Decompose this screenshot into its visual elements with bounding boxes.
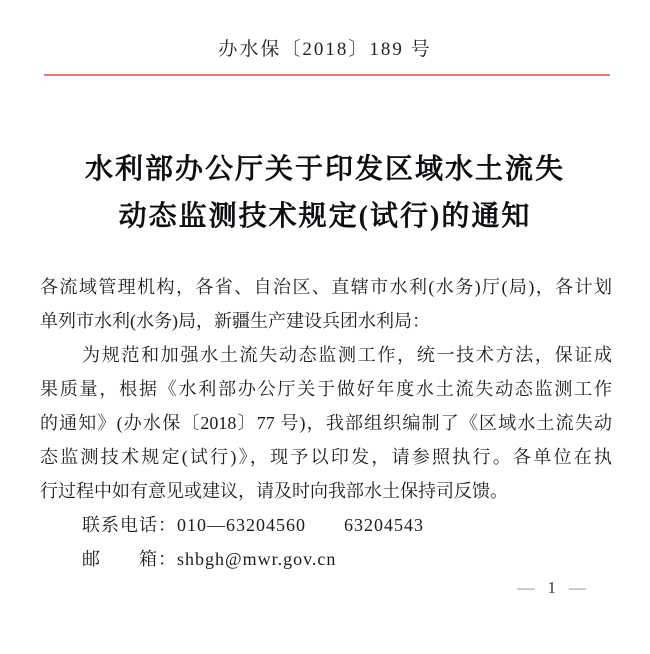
salutation-line-2: 单列市水利(水务)局，新疆生产建设兵团水利局： (40, 311, 430, 331)
title-line-2: 动态监测技术规定(试行)的通知 (118, 201, 532, 232)
page-number (518, 578, 587, 598)
paragraph-line-4: 态监测技术规定(试行)》，现予以印发，请参照执行。各单位在执 (40, 447, 612, 467)
document-number: 办水保〔2018〕189 号 (218, 39, 432, 60)
paragraph-line-3: 的通知》(办水保〔2018〕77 号)，我部组织编制了《区域水土流失动 (40, 413, 612, 433)
salutation-line-1: 各流域管理机构，各省、自治区、直辖市水利(水务)厅(局)，各计划 (40, 277, 612, 297)
page-number-value: 1 (547, 578, 556, 597)
red-divider-line (44, 74, 610, 76)
paragraph-line-5: 行过程中如有意见或建议，请及时向我部水土保持司反馈。 (40, 481, 508, 501)
page-number-dash-right: — (569, 578, 586, 597)
contact-phone-line: 联系电话：010—63204560 63204543 (82, 515, 424, 535)
page-number-dash-left: — (517, 578, 535, 597)
contact-email-line: 邮 箱：shbgh@mwr.gov.cn (82, 549, 337, 569)
document-title (0, 146, 650, 240)
title-line-1: 水利部办公厅关于印发区域水土流失 (84, 154, 565, 185)
paragraph-line-1: 为规范和加强水土流失动态监测工作，统一技术方法，保证成 (82, 345, 612, 365)
document-body (40, 270, 612, 576)
paragraph-line-2: 果质量，根据《水利部办公厅关于做好年度水土流失动态监测工作 (40, 379, 612, 399)
